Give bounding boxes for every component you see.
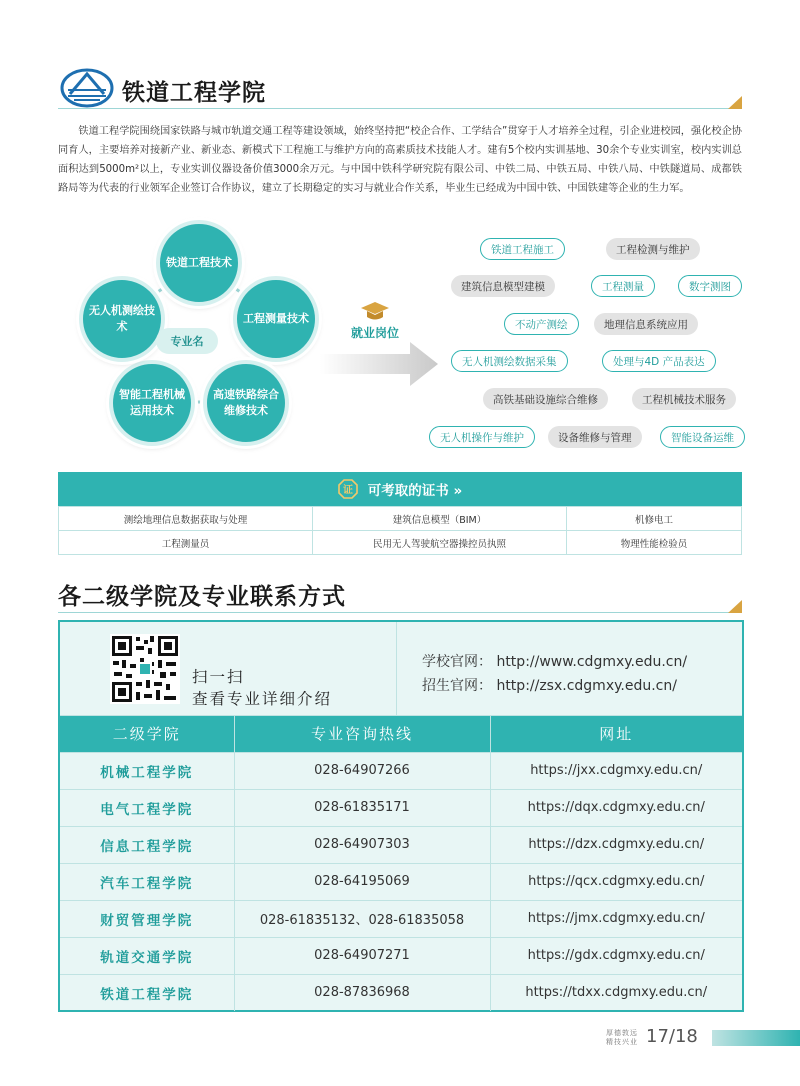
major-node-highspeed-maintenance: 高速铁路综合维修技术 (203, 360, 289, 446)
college-url[interactable]: https://jxx.cdgmxy.edu.cn/ (490, 752, 742, 789)
college-url[interactable]: https://dqx.cdgmxy.edu.cn/ (490, 789, 742, 826)
contact-table (60, 716, 742, 1011)
page-footer (606, 1026, 800, 1050)
phone-number: 028-64907271 (234, 937, 490, 974)
graduation-cap-icon (360, 300, 390, 322)
header-divider (58, 108, 730, 109)
page-title: 铁道工程学院 (122, 80, 266, 106)
table-row (60, 937, 742, 974)
table-row (59, 507, 742, 531)
table-row (60, 752, 742, 789)
job-tag: 无人机操作与维护 (429, 426, 535, 448)
job-tag: 建筑信息模型建模 (451, 275, 555, 297)
job-tag: 工程机械技术服务 (632, 388, 736, 410)
certificates-title: 可考取的证书 » (367, 483, 463, 499)
major-node-drone-mapping: 无人机测绘技术 (79, 276, 165, 362)
official-sites (422, 650, 687, 698)
job-tag: 无人机测绘数据采集 (451, 350, 568, 372)
job-tag: 地理信息系统应用 (594, 313, 698, 335)
svg-text:证: 证 (342, 485, 353, 496)
college-logo-icon (60, 68, 114, 108)
college-name: 财贸管理学院 (60, 900, 234, 937)
phone-number: 028-87836968 (234, 974, 490, 1011)
intro-paragraph: 铁道工程学院围绕国家铁路与城市轨道交通工程等建设领域，始终坚持把“校企合作、工学结合”贯穿于人才培养全过程，引企业进校园，强化校企协同育人，主要培养对接新产业、新业态、新模式下工程施工与维护方向的高素质技术技能人才。建有5个校内实训基地、30余个专业实训室，校内实训总面积达到5000m²以上，专业实训仪器设备价值3000余万元。与中国中铁科学研究院有限公司、中铁二局、中铁五局、中铁八局、中铁隧道局、成都铁路局等为代表的行业领军企业签订合作协议，建立了长期稳定的实习与就业合作关系，毕业生已经成为中国中铁、中国铁建等企业的生力军。 (58, 126, 742, 194)
job-tag: 智能设备运维 (660, 426, 745, 448)
footer-slogan: 厚德敦远 精技兴业 (606, 1029, 638, 1046)
job-position-label: 就业岗位 (340, 300, 410, 341)
college-url[interactable]: https://qcx.cdgmxy.edu.cn/ (490, 863, 742, 900)
major-node-machinery: 智能工程机械运用技术 (109, 360, 195, 446)
job-tag: 数字测图 (678, 275, 742, 297)
corner-triangle-icon (728, 600, 742, 614)
college-url[interactable]: https://dzx.cdgmxy.edu.cn/ (490, 826, 742, 863)
job-tag: 处理与4D 产品表达 (602, 350, 716, 372)
phone-number: 028-64907266 (234, 752, 490, 789)
job-tag: 工程测量 (591, 275, 655, 297)
table-header-row (60, 716, 742, 752)
job-tag: 工程检测与维护 (606, 238, 700, 260)
qr-code[interactable] (110, 634, 180, 704)
table-row (60, 789, 742, 826)
table-row (60, 974, 742, 1011)
phone-number: 028-61835171 (234, 789, 490, 826)
certificate-cell: 测绘地理信息数据获取与处理 (59, 507, 313, 531)
job-tag: 高铁基础设施综合维修 (483, 388, 608, 410)
phone-number: 028-64907303 (234, 826, 490, 863)
right-arrow-icon (320, 342, 438, 386)
college-name: 轨道交通学院 (60, 937, 234, 974)
footer-color-bar (712, 1030, 800, 1046)
contact-panel (58, 620, 744, 1012)
major-center-label: 专业名 (156, 328, 218, 354)
phone-number: 028-61835132、028-61835058 (234, 900, 490, 937)
college-url[interactable]: https://tdxx.cdgmxy.edu.cn/ (490, 974, 742, 1011)
college-name: 铁道工程学院 (60, 974, 234, 1011)
college-name: 电气工程学院 (60, 789, 234, 826)
scan-prompt: 扫一扫 查看专业详细介绍 (192, 668, 333, 708)
contact-title: 各二级学院及专业联系方式 (58, 584, 346, 610)
college-name: 汽车工程学院 (60, 863, 234, 900)
qr-row (60, 622, 742, 716)
school-site-link[interactable]: 学校官网： http://www.cdgmxy.edu.cn/ (422, 654, 688, 670)
admission-site-link[interactable]: 招生官网： http://zsx.cdgmxy.edu.cn/ (422, 678, 677, 694)
certificate-badge-icon (338, 479, 358, 499)
table-row (59, 531, 742, 555)
major-node-surveying: 工程测量技术 (233, 276, 319, 362)
phone-number: 028-64195069 (234, 863, 490, 900)
job-tag: 铁道工程施工 (480, 238, 565, 260)
certificate-cell: 民用无人驾驶航空器操控员执照 (313, 531, 567, 555)
contact-divider (58, 612, 730, 613)
certificates-header (58, 472, 742, 506)
table-row (60, 900, 742, 937)
certificates-panel (58, 472, 742, 555)
section-header (58, 68, 742, 110)
college-url[interactable]: https://jmx.cdgmxy.edu.cn/ (490, 900, 742, 937)
column-header: 二级学院 (60, 716, 234, 752)
contact-section-header (58, 578, 742, 614)
corner-triangle-icon (728, 96, 742, 110)
table-row (60, 863, 742, 900)
column-header: 专业咨询热线 (234, 716, 490, 752)
job-tag: 设备维修与管理 (548, 426, 642, 448)
college-name: 机械工程学院 (60, 752, 234, 789)
college-url[interactable]: https://gdx.cdgmxy.edu.cn/ (490, 937, 742, 974)
certificate-cell: 工程测量员 (59, 531, 313, 555)
page-number: 17/18 (646, 1026, 698, 1047)
certificate-cell: 机修电工 (567, 507, 742, 531)
certificate-cell: 物理性能检验员 (567, 531, 742, 555)
majors-diagram (58, 220, 742, 460)
major-node-railway-engineering: 铁道工程技术 (156, 220, 242, 306)
job-tag: 不动产测绘 (504, 313, 579, 335)
qr-divider (396, 622, 397, 716)
column-header: 网址 (490, 716, 742, 752)
table-row (60, 826, 742, 863)
college-name: 信息工程学院 (60, 826, 234, 863)
certificates-table (58, 506, 742, 555)
certificate-cell: 建筑信息模型（BIM） (313, 507, 567, 531)
